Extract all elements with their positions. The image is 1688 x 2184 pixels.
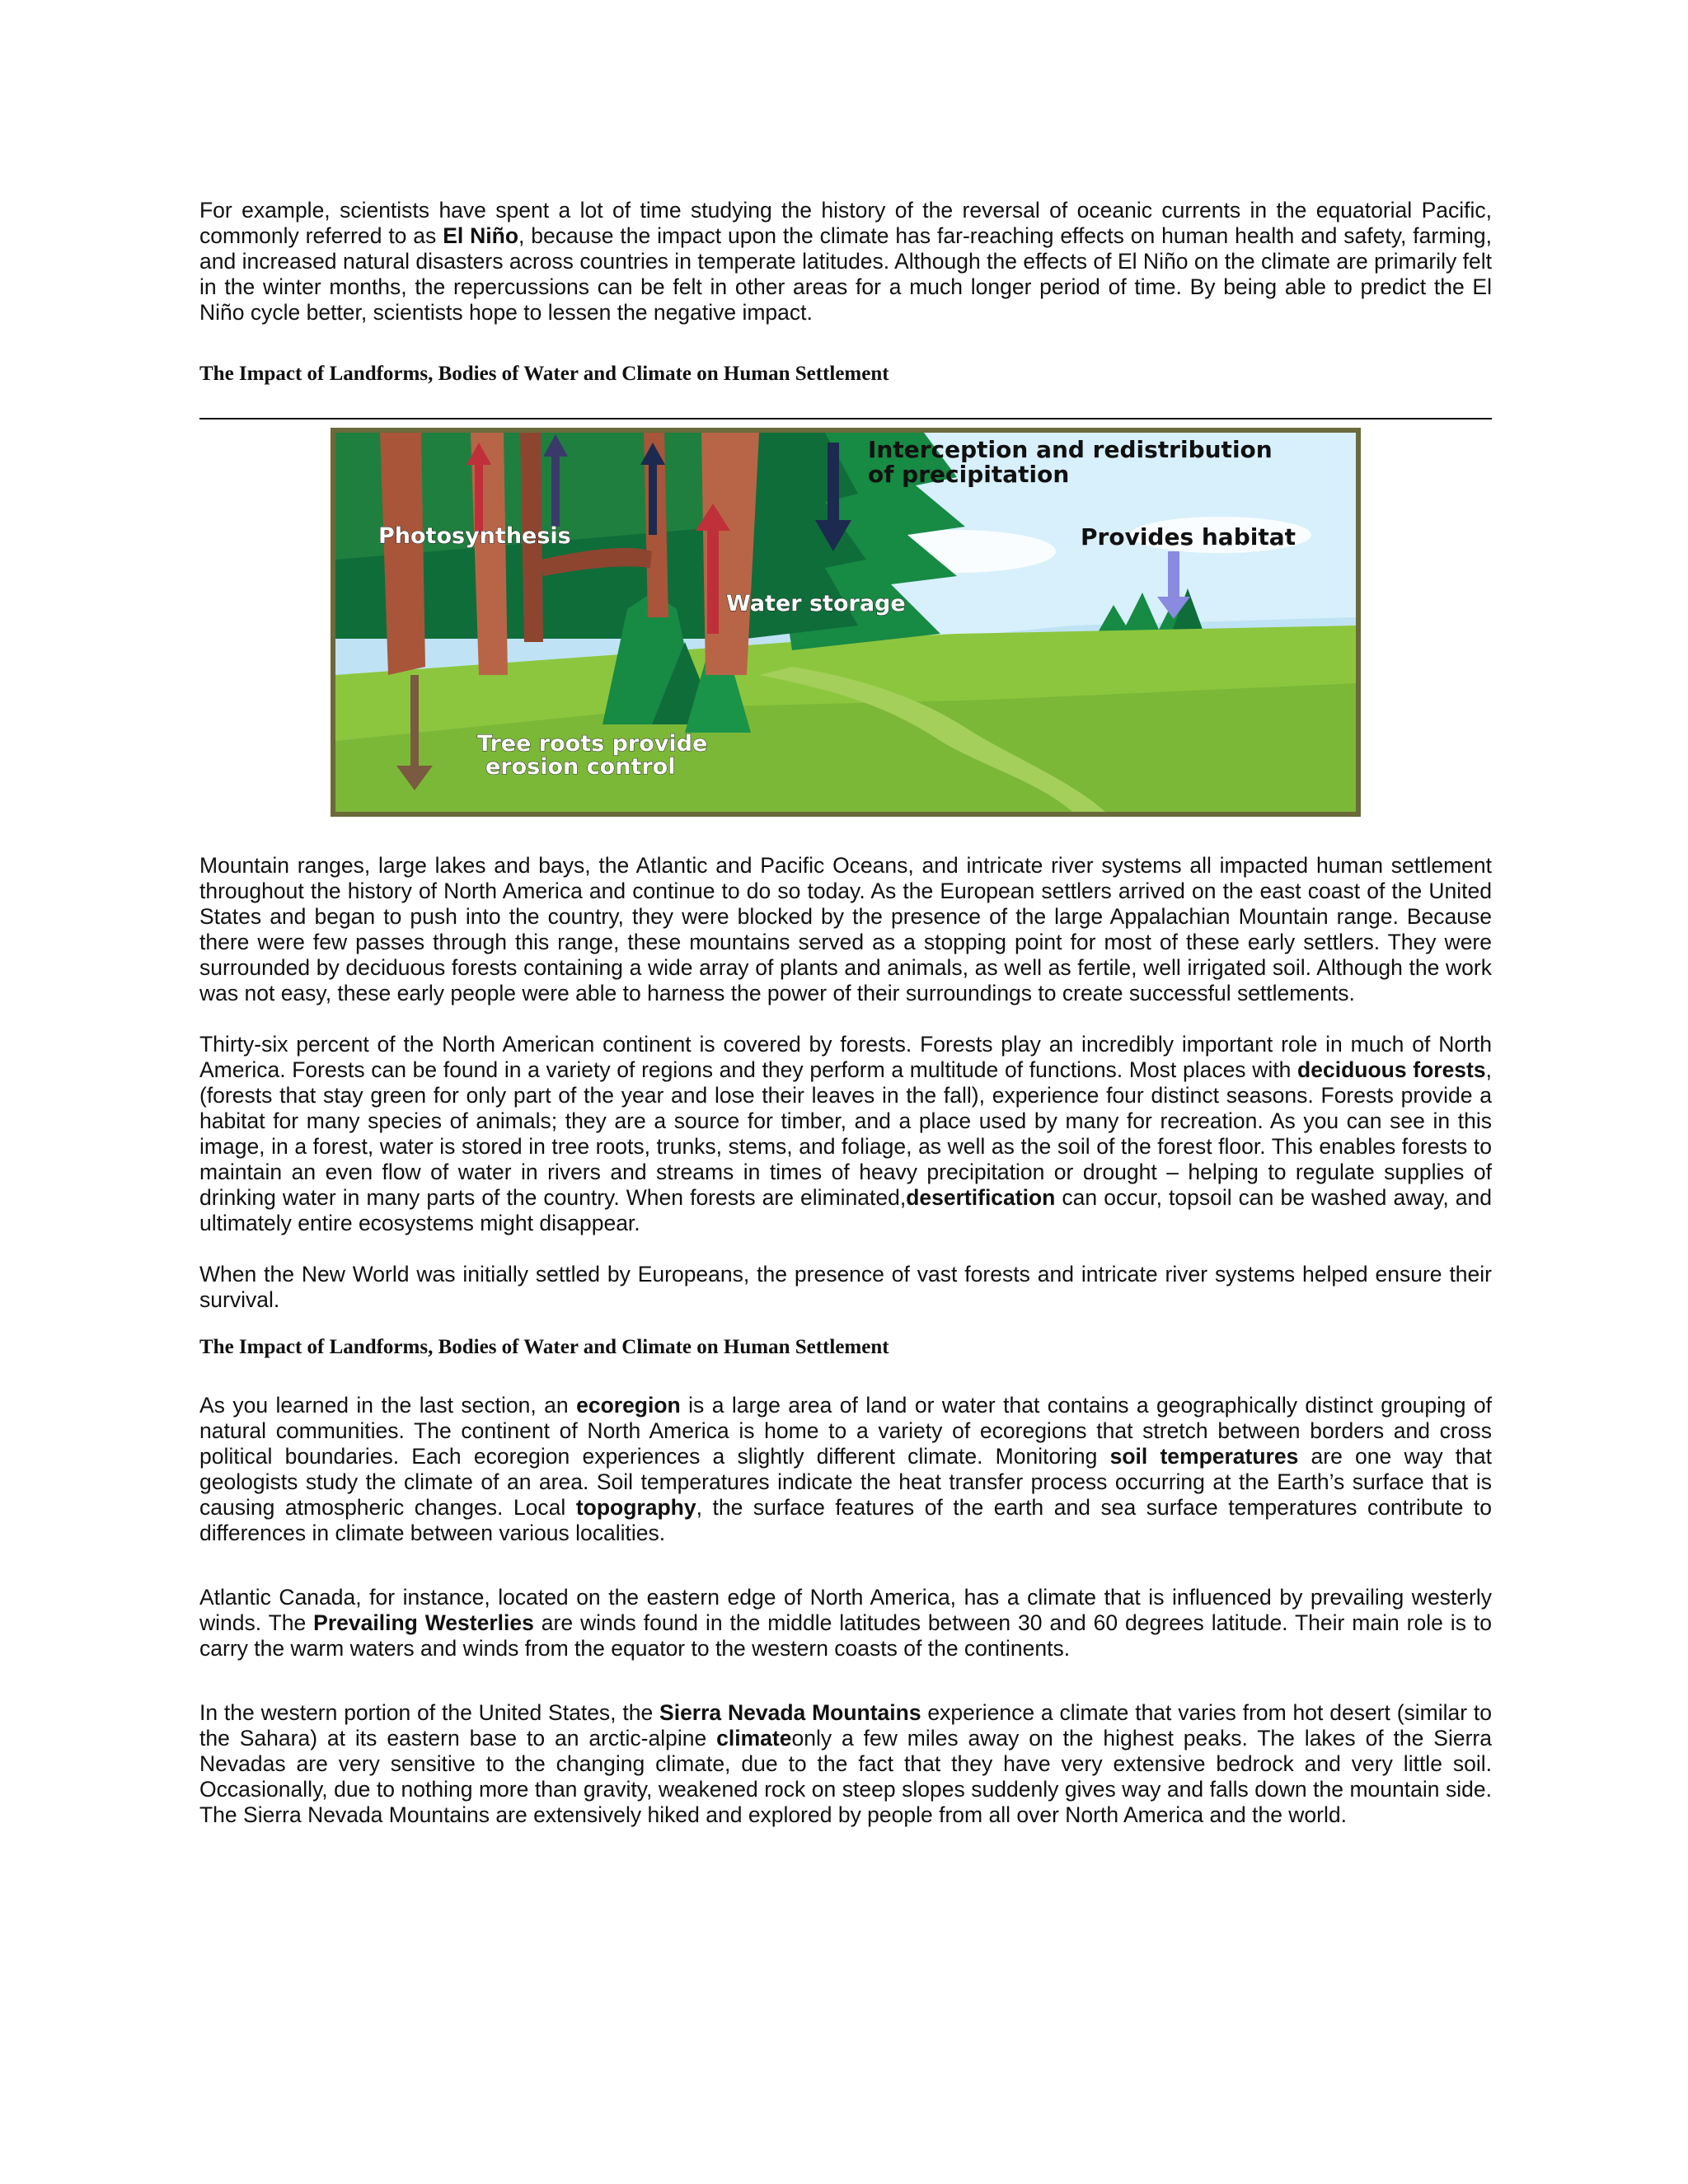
- term-sierra-nevada-mountains: Sierra Nevada Mountains: [659, 1700, 921, 1725]
- paragraph-mountain-ranges: Mountain ranges, large lakes and bays, the Atlantic and Pacific Oceans, and intricate river systems all impacted human settlement throughout the history of North America and continue to do so today. As the European settlers arrived on the east coast of the United States and began to push into the country, they were blocked by the presence of the large Appalachian Mountain range. Because there were few passes through this range, these mountains served as a stopping point for most of these early settlers. They were surrounded by deciduous forests containing a wide array of plants and animals, as well as fertile, well irrigated soil. Although the work was not easy, these early people were able to harness the power of their surroundings to create successful settlements.: [199, 853, 1492, 1005]
- text-run: For example, scientists have spent a lot of time studying the history of the reversal of oceanic currents in the equatorial Pacific, commonly referred to as: [199, 198, 1492, 248]
- term-topography: topography: [575, 1495, 696, 1520]
- term-el-nino: El Niño: [443, 223, 519, 248]
- text-run: experience a climate that varies from hot desert (similar to the Sahara) at its eastern base to an arctic-alpine: [199, 1700, 1492, 1750]
- forest-functions-illustration: [331, 428, 1361, 817]
- term-climate: climate: [716, 1726, 792, 1750]
- label-photosynthesis: Photosynthesis: [378, 523, 571, 549]
- text-run: Thirty-six percent of the North American continent is covered by forests. Forests play an incredibly important role in much of North America. Forests can be found in a variety of regions and they perform a multitude of functions. Most places with: [199, 1032, 1492, 1082]
- section-heading-1: The Impact of Landforms, Bodies of Water and Climate on Human Settlement: [199, 363, 889, 385]
- label-water-storage: Water storage: [726, 591, 906, 616]
- text-run: , the surface features of the earth and sea surface temperatures contribute to differences in climate between various localities.: [199, 1495, 1492, 1545]
- label-provides-habitat: Provides habitat: [1081, 523, 1296, 551]
- text-run: In the western portion of the United States, the: [199, 1700, 660, 1725]
- term-desertification: desertification: [906, 1185, 1056, 1210]
- paragraph-forests: [199, 1032, 1492, 1236]
- label-interception-line2: of precipitation: [868, 461, 1070, 488]
- text-run: are one way that geologists study the climate of an area. Soil temperatures indicate the heat transfer process occurring at the Earth’s surface that is causing atmospheric changes. Local: [199, 1444, 1493, 1520]
- paragraph-sierra-nevada: [199, 1700, 1492, 1828]
- section-heading-2: The Impact of Landforms, Bodies of Water and Climate on Human Settlement: [199, 1336, 889, 1358]
- label-roots-line2: erosion control: [485, 754, 676, 780]
- text-run: only a few miles away on the highest peaks. The lakes of the Sierra Nevadas are very sensitive to the changing climate, due to the fact that they have very extensive bedrock and very little soil. Occasionally, due to nothing more than gravity, weakened rock on steep slopes suddenly gives way and falls down the mountain side. The Sierra Nevada Mountains are extensively hiked and explored by people from all over North America and the world.: [199, 1726, 1492, 1827]
- term-prevailing-westerlies: Prevailing Westerlies: [313, 1610, 534, 1635]
- label-roots-line1: Tree roots provide: [477, 731, 708, 757]
- term-soil-temperatures: soil temperatures: [1109, 1444, 1299, 1469]
- text-run: Atlantic Canada, for instance, located on the eastern edge of North America, has a climate that is influenced by prevailing westerly winds. The: [199, 1585, 1492, 1635]
- text-run: As you learned in the last section, an: [199, 1393, 577, 1418]
- paragraph-new-world: When the New World was initially settled by Europeans, the presence of vast forests and intricate river systems helped ensure their survival.: [199, 1262, 1492, 1312]
- document-content: [199, 198, 1492, 1828]
- label-interception-line1: Interception and redistribution: [868, 436, 1273, 463]
- text-run: , because the impact upon the climate has far-reaching effects on human health and safety, farming, and increased natural disasters across countries in temperate latitudes. Although the effects of El Niño on the climate are primarily felt in the winter months, the repercussions can be felt in other areas for a much longer period of time. By being able to predict the El Niño cycle better, scientists hope to lessen the negative impact.: [199, 223, 1492, 325]
- text-run: is a large area of land or water that contains a geographically distinct grouping of natural communities. The continent of North America is home to a variety of ecoregions that stretch between borders and cross political boundaries. Each ecoregion experiences a slightly different climate. Monitoring: [199, 1393, 1492, 1469]
- text-run: can occur, topsoil can be washed away, and ultimately entire ecosystems might disappear.: [199, 1185, 1493, 1235]
- paragraph-atlantic-canada: [199, 1585, 1492, 1661]
- paragraph-ecoregion: [199, 1393, 1492, 1546]
- figure-container: [199, 428, 1492, 817]
- text-run: are winds found in the middle latitudes between 30 and 60 degrees latitude. Their main role is to carry the warm waters and winds from the equator to the western coasts of the continents.: [199, 1610, 1492, 1661]
- term-ecoregion: ecoregion: [576, 1393, 681, 1418]
- text-run: , (forests that stay green for only part of the year and lose their leaves in the fall), experience four distinct seasons. Forests provide a habitat for many species of animals; they are a source for timber, and a place used by many for recreation. As you can see in this image, in a forest, water is stored in tree roots, trunks, stems, and foliage, as well as the soil of the forest floor. This enables forests to maintain an even flow of water in rivers and streams in times of heavy precipitation or drought – helping to regulate supplies of drinking water in many parts of the country. When forests are eliminated,: [199, 1057, 1492, 1210]
- term-deciduous-forests: deciduous forests: [1297, 1057, 1486, 1082]
- paragraph-el-nino: [199, 198, 1492, 326]
